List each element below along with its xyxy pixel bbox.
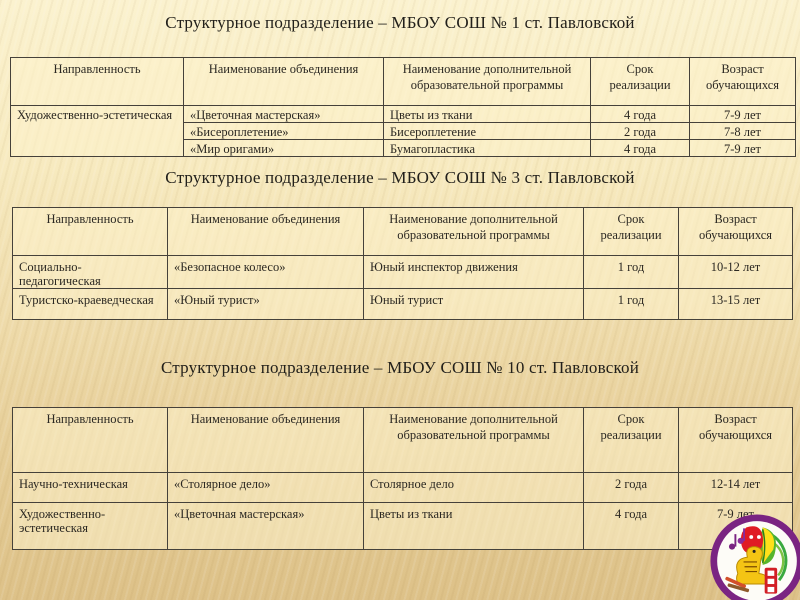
table-body [11, 106, 796, 157]
table-cell: 7-8 лет [690, 123, 796, 140]
table-cell: Юный турист [364, 289, 584, 320]
table-row [13, 289, 793, 320]
table-cell: «Цветочная мастерская» [184, 106, 384, 123]
table-cell: Туристско-краеведческая [13, 289, 168, 320]
section-title-school-1: Структурное подразделение – МБОУ СОШ № 1 ст. Павловской [165, 13, 635, 32]
table-cell: 7-9 лет [690, 106, 796, 123]
column-header: Срок реализации [591, 58, 690, 106]
table-cell: 1 год [584, 289, 679, 320]
table-row [13, 503, 793, 550]
table-header [13, 208, 793, 256]
column-header: Возраст обучающихся [690, 58, 796, 106]
table-body [13, 473, 793, 550]
table-cell: «Столярное дело» [168, 473, 364, 503]
table-cell: 2 года [591, 123, 690, 140]
table-row [11, 106, 796, 123]
table-cell: Научно-техническая [13, 473, 168, 503]
table-cell: Бисероплетение [384, 123, 591, 140]
table-cell: 1 год [584, 256, 679, 289]
creativity-center-logo [709, 513, 800, 600]
header-row [13, 208, 793, 256]
column-header: Наименование объединения [168, 408, 364, 473]
column-header: Направленность [13, 408, 168, 473]
table-cell: Юный инспектор движения [364, 256, 584, 289]
table-cell: 4 года [591, 106, 690, 123]
table-cell: 4 года [591, 140, 690, 157]
table-cell: 10-12 лет [679, 256, 793, 289]
column-header: Наименование объединения [168, 208, 364, 256]
table-cell: Бумагопластика [384, 140, 591, 157]
header-row [11, 58, 796, 106]
creativity-center-emblem-icon [709, 513, 800, 600]
table-cell: Социально-педагогическая [13, 256, 168, 289]
table-cell: «Бисероплетение» [184, 123, 384, 140]
table-cell: «Мир оригами» [184, 140, 384, 157]
table-row [13, 473, 793, 503]
column-header: Возраст обучающихся [679, 208, 793, 256]
table-cell: Художественно-эстетическая [13, 503, 168, 550]
column-header: Наименование дополнительной образовательной программы [364, 408, 584, 473]
table-cell: Художественно-эстетическая [11, 106, 184, 157]
table-cell: «Юный турист» [168, 289, 364, 320]
table-header [11, 58, 796, 106]
table-cell: «Безопасное колесо» [168, 256, 364, 289]
table-cell: «Цветочная мастерская» [168, 503, 364, 550]
column-header: Направленность [13, 208, 168, 256]
table-cell: Цветы из ткани [364, 503, 584, 550]
table-cell: 12-14 лет [679, 473, 793, 503]
table-cell: 13-15 лет [679, 289, 793, 320]
table-cell: Цветы из ткани [384, 106, 591, 123]
table-cell: 7-9 лет [679, 503, 793, 550]
column-header: Срок реализации [584, 408, 679, 473]
programs-table-school-1 [10, 57, 796, 157]
column-header: Срок реализации [584, 208, 679, 256]
table-header [13, 408, 793, 473]
programs-table-school-3 [12, 207, 793, 320]
column-header: Направленность [11, 58, 184, 106]
section-title-school-10: Структурное подразделение – МБОУ СОШ № 10 ст. Павловской [160, 358, 640, 377]
table-body [13, 256, 793, 320]
column-header: Наименование объединения [184, 58, 384, 106]
table-cell: 7-9 лет [690, 140, 796, 157]
column-header: Наименование дополнительной образовательной программы [384, 58, 591, 106]
column-header: Возраст обучающихся [679, 408, 793, 473]
table-cell: 4 года [584, 503, 679, 550]
table-cell: Столярное дело [364, 473, 584, 503]
table-row [13, 256, 793, 289]
programs-table-school-10 [12, 407, 793, 550]
section-title-school-3: Структурное подразделение – МБОУ СОШ № 3 ст. Павловской [165, 168, 635, 187]
header-row [13, 408, 793, 473]
column-header: Наименование дополнительной образовательной программы [364, 208, 584, 256]
table-cell: 2 года [584, 473, 679, 503]
